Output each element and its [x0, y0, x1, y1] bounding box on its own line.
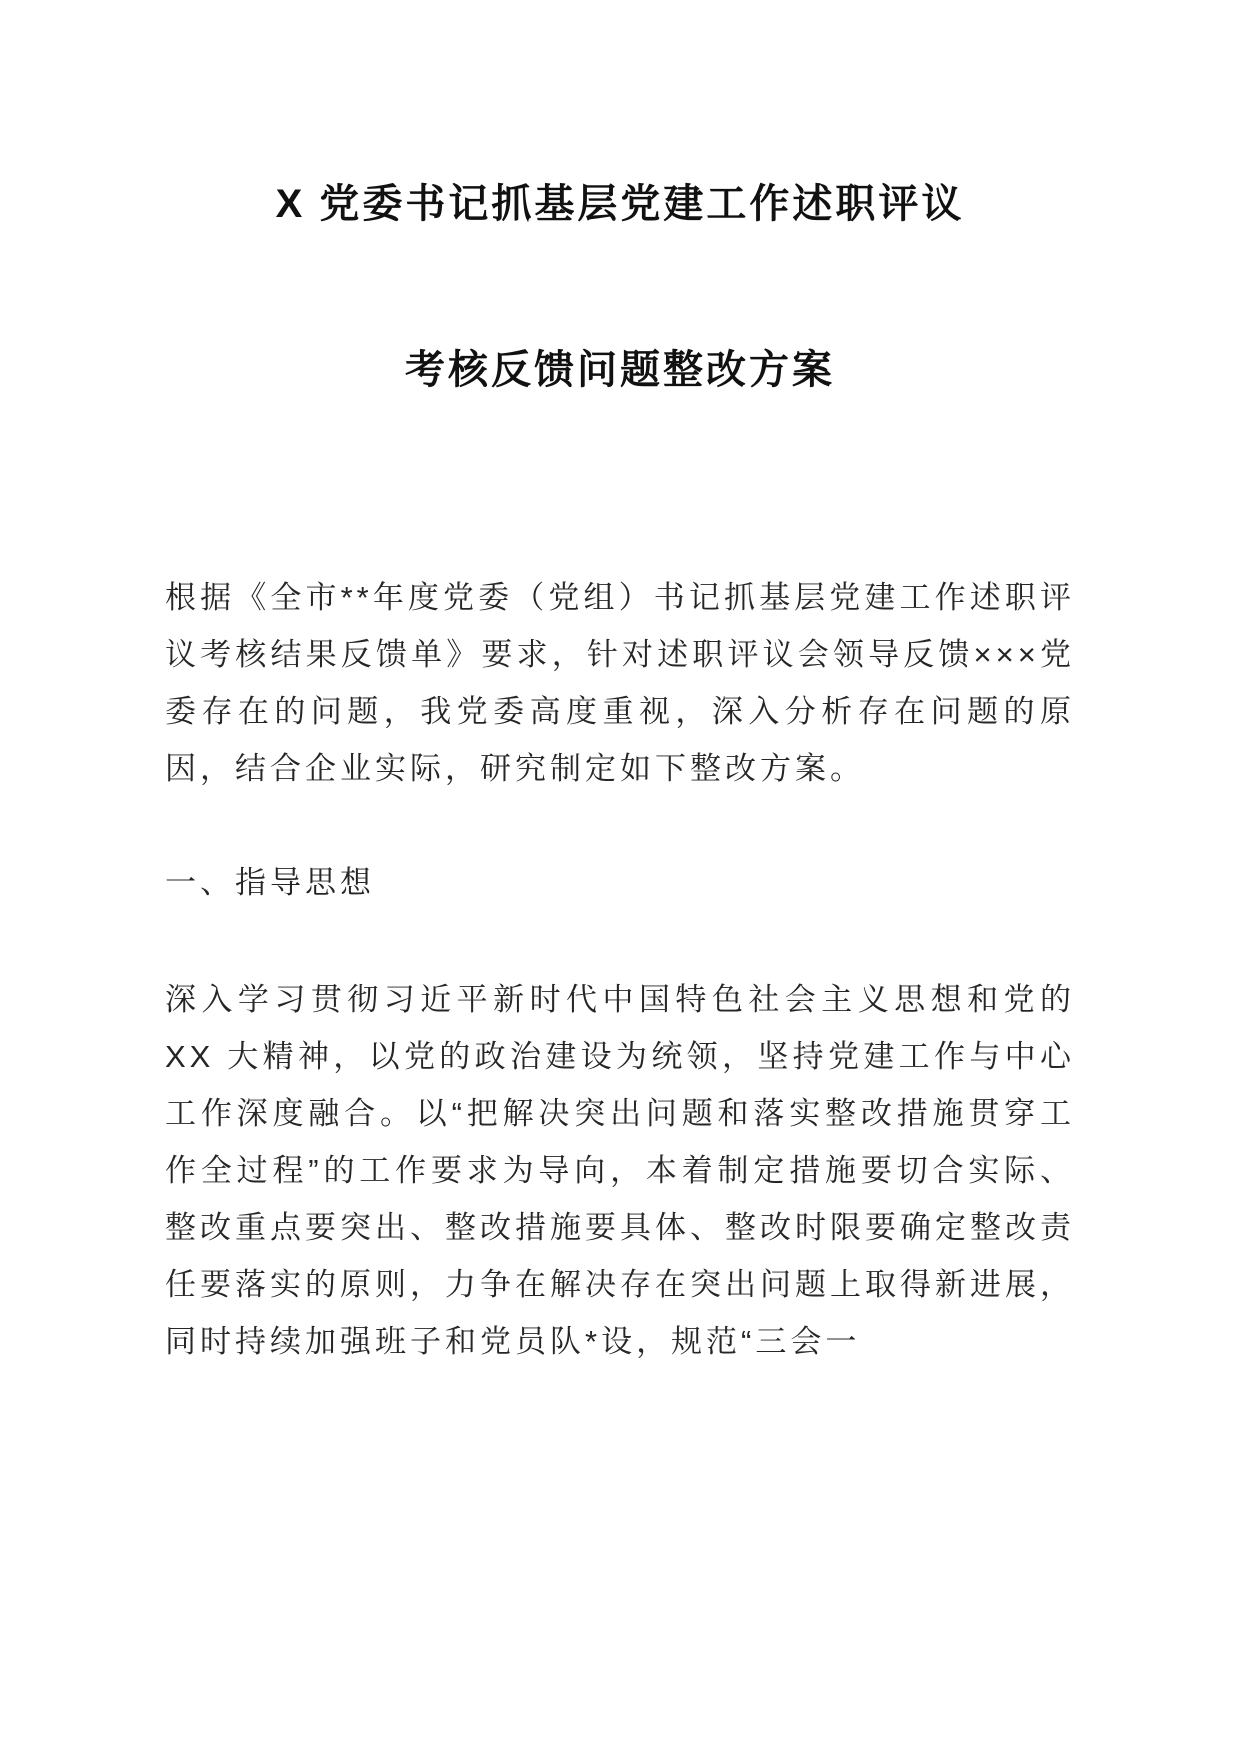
- document-body: [165, 569, 1075, 1370]
- intro-paragraph: 根据《全市**年度党委（党组）书记抓基层党建工作述职评议考核结果反馈单》要求，针对述职评议会领导反馈×××党委存在的问题，我党委高度重视，深入分析存在问题的原因，结合企业实际，研究制定如下整改方案。: [165, 580, 1075, 786]
- section1-heading: 一、指导思想: [165, 865, 375, 900]
- section1-body-paragraph: 深入学习贯彻习近平新时代中国特色社会主义思想和党的XX 大精神，以党的政治建设为统领，坚持党建工作与中心工作深度融合。以“把解决突出问题和落实整改措施贯穿工作全过程”的工作要求为导向，本着制定措施要切合实际、整改重点要突出、整改措施要具体、整改时限要确定整改责任要落实的原则，力争在解决存在突出问题上取得新进展，同时持续加强班子和党员队*设，规范“三会一: [165, 982, 1075, 1359]
- document-title-line2: 考核反馈问题整改方案: [405, 348, 835, 392]
- document-title-line1: X 党委书记抓基层党建工作述职评议: [275, 182, 965, 226]
